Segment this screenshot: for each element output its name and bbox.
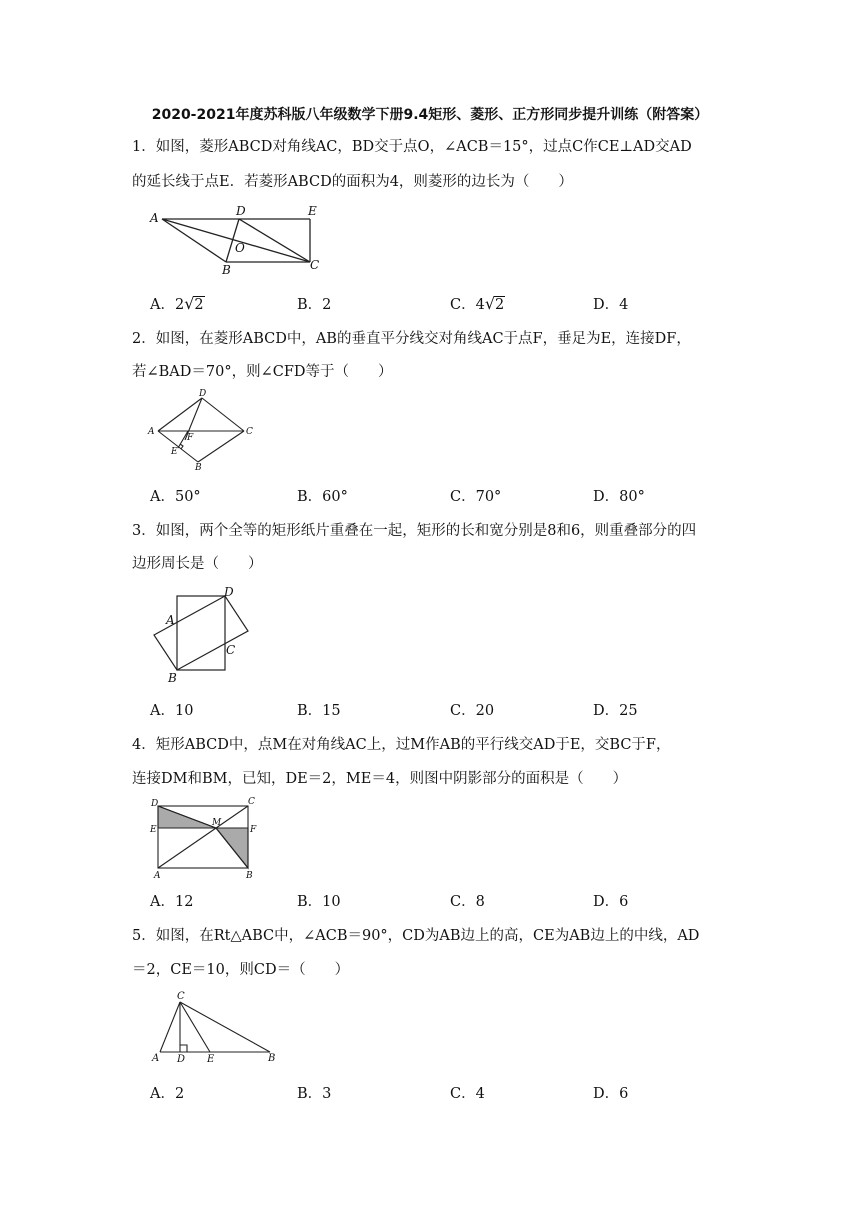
question-5-option-c[interactable]: C．4 xyxy=(450,1086,485,1102)
label-d: D xyxy=(151,799,159,809)
right-angle-mark xyxy=(180,1045,187,1052)
segment-dc xyxy=(239,219,310,262)
question-2-option-b[interactable]: B．60° xyxy=(297,489,348,505)
label-b: B xyxy=(246,871,253,880)
label-d: D xyxy=(236,204,246,218)
label-c: C xyxy=(226,643,236,657)
label-o: O xyxy=(235,241,245,255)
question-5-line-2: ＝2，CE＝10，则CD＝（ ） xyxy=(132,962,350,978)
label-b: B xyxy=(195,463,202,473)
question-1-figure xyxy=(146,200,336,280)
question-3-option-b[interactable]: B．15 xyxy=(297,703,341,719)
question-5-option-a[interactable]: A．2 xyxy=(150,1086,185,1102)
label-e: E xyxy=(150,825,157,835)
question-3-option-d[interactable]: D．25 xyxy=(593,703,638,719)
label-c: C xyxy=(310,258,320,272)
segment-cb xyxy=(180,1002,270,1052)
question-2-option-c[interactable]: C．70° xyxy=(450,489,502,505)
question-1-line-1: 1．如图，菱形ABCD对角线AC，BD交于点O，∠ACB＝15°，过点C作CE⊥AD交AD xyxy=(132,139,692,155)
upright-rectangle xyxy=(177,596,225,670)
question-3-figure xyxy=(146,582,266,686)
label-c: C xyxy=(177,991,185,1002)
sqrt-symbol: √2 xyxy=(184,294,204,313)
question-5-option-b[interactable]: B．3 xyxy=(297,1086,332,1102)
label-a: A xyxy=(148,427,155,437)
question-5-line-1: 5．如图，在Rt△ABC中，∠ACB＝90°，CD为AB边上的高，CE为AB边上的中线，AD xyxy=(132,928,700,944)
question-2-line-2: 若∠BAD＝70°，则∠CFD等于（ ） xyxy=(132,364,393,380)
question-1-option-c[interactable]: C．4√2 xyxy=(450,294,505,313)
label-b: B xyxy=(268,1053,276,1064)
question-2-line-1: 2．如图，在菱形ABCD中，AB的垂直平分线交对角线AC于点F，垂足为E，连接DF， xyxy=(132,331,691,347)
label-a: A xyxy=(154,871,161,880)
label-e: E xyxy=(171,447,178,457)
label-e: E xyxy=(308,204,317,218)
question-1-option-b[interactable]: B．2 xyxy=(297,297,332,313)
question-5-figure xyxy=(146,988,286,1064)
label-a: A xyxy=(166,613,175,627)
question-4-line-1: 4．矩形ABCD中，点M在对角线AC上，过M作AB的平行线交AD于E，交BC于F， xyxy=(132,737,671,753)
label-d: D xyxy=(224,585,234,599)
label-e: E xyxy=(207,1054,215,1064)
question-1-line-2: 的延长线于点E．若菱形ABCD的面积为4，则菱形的边长为（ ） xyxy=(132,174,573,190)
segment-ac xyxy=(160,1002,180,1052)
label-c: C xyxy=(246,427,253,437)
question-2-option-a[interactable]: A．50° xyxy=(150,489,201,505)
question-3-line-2: 边形周长是（ ） xyxy=(132,556,263,572)
label-f: F xyxy=(187,433,194,443)
question-2-figure xyxy=(144,386,264,476)
sqrt-symbol: √2 xyxy=(484,294,505,313)
label-b: B xyxy=(168,671,177,685)
label-d: D xyxy=(177,1054,186,1064)
label-b: B xyxy=(222,263,231,277)
question-4-option-c[interactable]: C．8 xyxy=(450,894,485,910)
segment-cb xyxy=(198,431,244,462)
label-d: D xyxy=(199,389,207,399)
question-4-option-a[interactable]: A．12 xyxy=(150,894,194,910)
label-a: A xyxy=(150,211,159,225)
question-4-option-d[interactable]: D．6 xyxy=(593,894,629,910)
question-3-option-a[interactable]: A．10 xyxy=(150,703,194,719)
label-f: F xyxy=(250,825,257,835)
question-1-option-d[interactable]: D．4 xyxy=(593,297,629,313)
segment-dc xyxy=(202,398,244,431)
question-4-figure xyxy=(146,794,266,880)
question-3-line-1: 3．如图，两个全等的矩形纸片重叠在一起，矩形的长和宽分别是8和6，则重叠部分的四 xyxy=(132,523,697,539)
tilted-rectangle xyxy=(154,596,248,670)
label-m: M xyxy=(212,818,222,828)
segment-ab xyxy=(162,219,226,262)
page-title: 2020-2021年度苏科版八年级数学下册9.4矩形、菱形、正方形同步提升训练（附答案） xyxy=(151,107,709,123)
label-c: C xyxy=(248,797,255,807)
question-1-option-a[interactable]: A．2√2 xyxy=(150,294,204,313)
question-3-option-c[interactable]: C．20 xyxy=(450,703,495,719)
label-a: A xyxy=(152,1053,160,1064)
question-5-option-d[interactable]: D．6 xyxy=(593,1086,629,1102)
question-2-option-d[interactable]: D．80° xyxy=(593,489,645,505)
question-4-line-2: 连接DM和BM，已知，DE＝2，ME＝4，则图中阴影部分的面积是（ ） xyxy=(132,771,628,787)
question-4-option-b[interactable]: B．10 xyxy=(297,894,341,910)
